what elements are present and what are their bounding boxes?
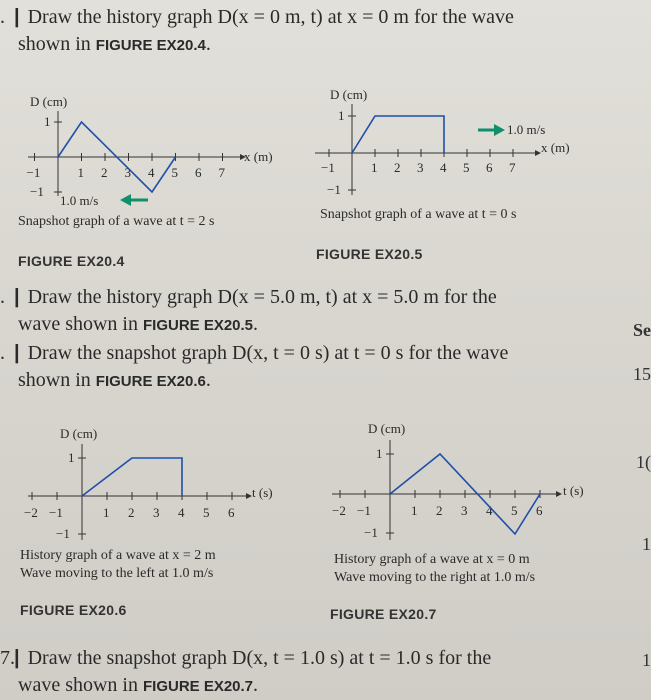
x-axis-arrow <box>556 491 562 497</box>
x-tick-label: 4 <box>486 503 493 518</box>
y-axis-label: D (cm) <box>60 426 98 441</box>
x-tick-label: 2 <box>436 503 443 518</box>
figure-caption-line-1: History graph of a wave at x = 2 m <box>20 548 216 563</box>
problem-text: Draw the snapshot graph D(x, t = 1.0 s) at t = 1.0 s for the <box>27 647 492 669</box>
x-tick-label: −1 <box>321 160 335 175</box>
figure-ref: FIGURE EX20.4 <box>95 37 206 54</box>
problem-number: . <box>0 6 5 28</box>
x-tick-label: 7 <box>509 160 516 175</box>
x-tick-label: 5 <box>171 165 178 180</box>
problem-text: Draw the snapshot graph D(x, t = 0 s) at t = 0 s for the wave <box>27 342 509 364</box>
x-tick-label: −1 <box>49 505 63 520</box>
x-tick-label: 5 <box>463 160 470 175</box>
problem-text: Draw the history graph D(x = 0 m, t) at x = 0 m for the wave <box>27 6 514 28</box>
x-tick-label: 1 <box>371 160 378 175</box>
period: . <box>205 369 211 391</box>
figure-caption-line-1: History graph of a wave at x = 0 m <box>334 552 530 567</box>
x-tick-label: 3 <box>153 505 160 520</box>
x-tick-label: 4 <box>178 505 185 520</box>
y-tick-label: −1 <box>364 525 378 540</box>
x-tick-label: 4 <box>148 165 155 180</box>
x-axis-label: t (s) <box>252 485 273 500</box>
y-tick-label: −1 <box>30 184 44 199</box>
x-tick-label: 6 <box>486 160 493 175</box>
edge-text: 15 <box>633 364 651 384</box>
figure-label: FIGURE EX20.6 <box>20 602 127 618</box>
x-tick-label: 1 <box>77 165 84 180</box>
problem-number: . <box>0 342 5 364</box>
figure-caption-line-2: Wave moving to the left at 1.0 m/s <box>20 566 214 581</box>
x-tick-label: 7 <box>218 165 225 180</box>
period: . <box>205 33 211 55</box>
y-tick-label: 1 <box>338 108 345 123</box>
x-axis-label: x (m) <box>244 149 273 164</box>
problem-text-2: wave shown in <box>18 674 143 696</box>
x-tick-label: 2 <box>394 160 401 175</box>
figure-caption-line-2: Wave moving to the right at 1.0 m/s <box>334 570 536 585</box>
period: . <box>253 674 259 696</box>
speed-label: 1.0 m/s <box>60 193 99 208</box>
period: . <box>253 313 259 335</box>
y-tick-label: −1 <box>56 526 70 541</box>
x-tick-label: 1 <box>103 505 110 520</box>
edge-text: 1( <box>636 452 651 472</box>
problem-number: 7. <box>0 647 15 669</box>
x-tick-label: 2 <box>101 165 108 180</box>
x-tick-label: 6 <box>228 505 235 520</box>
problem-text-2: shown in <box>18 369 96 391</box>
edge-text: 1 <box>642 534 651 554</box>
figure-caption: Snapshot graph of a wave at t = 0 s <box>320 207 517 222</box>
x-tick-label: −1 <box>26 165 41 180</box>
figure-ref: FIGURE EX20.6 <box>95 373 206 390</box>
x-tick-label: 5 <box>511 503 518 518</box>
problem-number: . <box>0 286 5 308</box>
y-tick-label: 1 <box>44 114 51 129</box>
x-tick-label: 4 <box>440 160 447 175</box>
problem-text: Draw the history graph D(x = 5.0 m, t) at x = 5.0 m for the <box>27 286 497 308</box>
x-tick-label: 3 <box>461 503 468 518</box>
x-tick-label: 3 <box>124 165 131 180</box>
x-tick-label: 6 <box>195 165 202 180</box>
x-tick-label: −2 <box>24 505 38 520</box>
difficulty-bar: | <box>14 342 20 364</box>
problem-4 <box>0 645 491 700</box>
edge-text: 1 <box>642 650 651 670</box>
figure-caption: Snapshot graph of a wave at t = 2 s <box>18 214 215 229</box>
problem-text-2: wave shown in <box>18 313 143 335</box>
x-axis-label: t (s) <box>563 483 584 498</box>
y-axis-label: D (cm) <box>30 94 68 109</box>
difficulty-bar: | <box>14 6 20 28</box>
x-axis-label: x (m) <box>541 140 570 155</box>
y-axis-label: D (cm) <box>368 421 406 436</box>
difficulty-bar: | <box>14 286 20 308</box>
problem-text-2: shown in <box>18 33 96 55</box>
x-tick-label: 2 <box>128 505 135 520</box>
difficulty-bar: | <box>14 647 20 669</box>
x-tick-label: 1 <box>411 503 418 518</box>
edge-text: Se <box>633 320 651 340</box>
figure-ref: FIGURE EX20.5 <box>142 317 254 334</box>
speed-label: 1.0 m/s <box>507 122 546 137</box>
figure-label: FIGURE EX20.7 <box>330 606 437 622</box>
x-tick-label: 5 <box>203 505 210 520</box>
figure-label: FIGURE EX20.5 <box>316 246 423 262</box>
y-tick-label: 1 <box>68 450 75 465</box>
x-tick-label: −1 <box>357 503 371 518</box>
x-tick-label: 6 <box>536 503 543 518</box>
y-axis-label: D (cm) <box>330 87 368 102</box>
y-tick-label: −1 <box>327 182 341 197</box>
figure-ref: FIGURE EX20.7 <box>142 678 254 695</box>
figure-label: FIGURE EX20.4 <box>18 253 125 269</box>
y-tick-label: 1 <box>376 446 383 461</box>
x-tick-label: 3 <box>417 160 424 175</box>
x-tick-label: −2 <box>332 503 346 518</box>
